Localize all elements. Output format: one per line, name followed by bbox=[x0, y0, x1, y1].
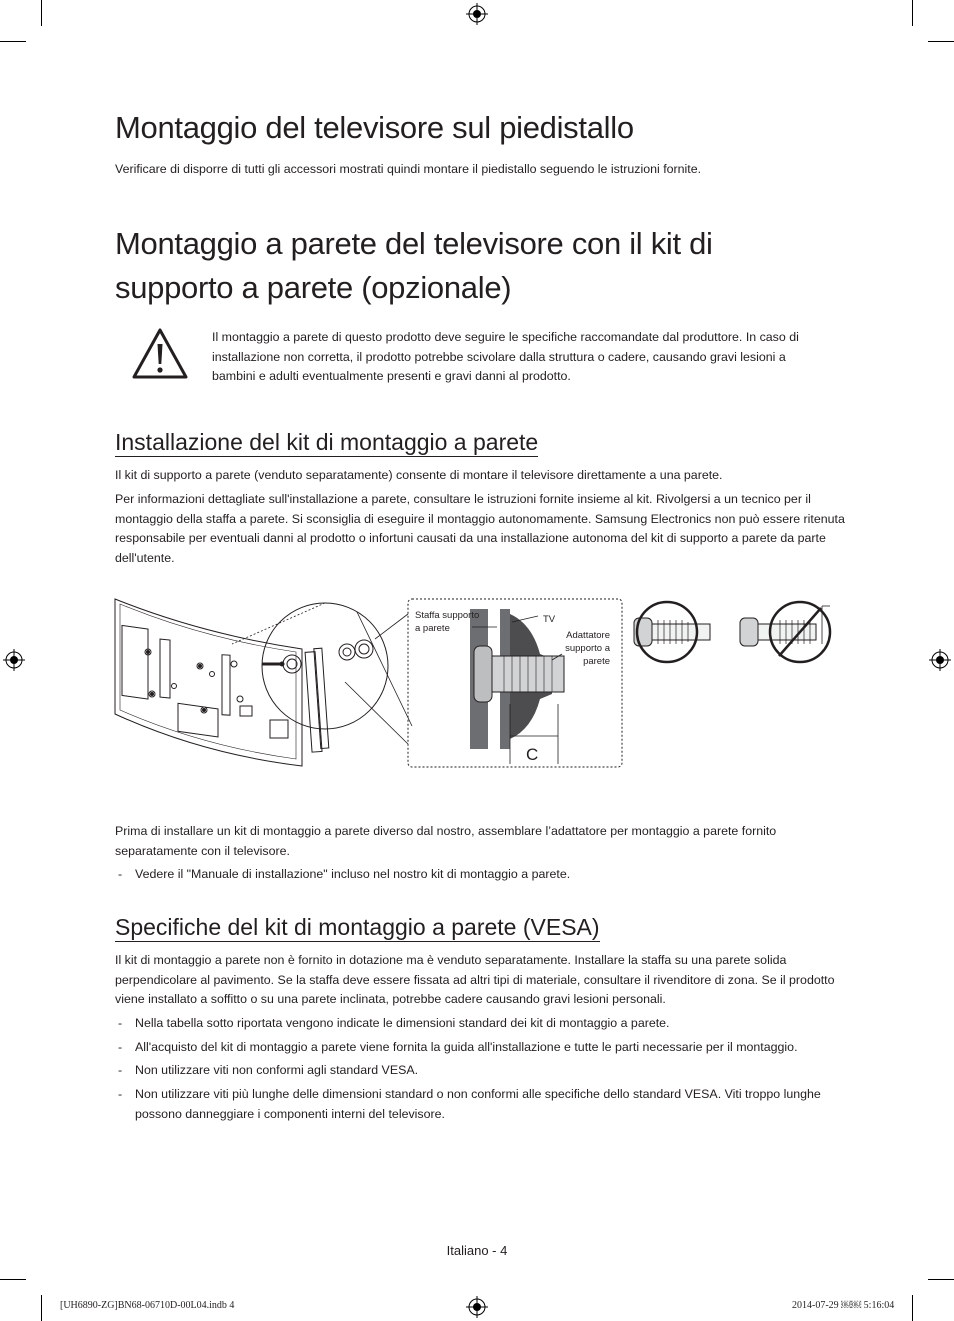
section-text-stand: Verificare di disporre di tutti gli accessori mostrati quindi montare il piedistallo seguendo le istruzioni fornite. bbox=[115, 162, 702, 176]
label-c-dimension: C bbox=[526, 745, 539, 764]
vesa-bullet: - Non utilizzare viti più lunghe delle dimensioni standard o non conformi alle specifiche dello standard VESA. Viti troppo lunghe possono danneggiare i componenti interni del televisore. bbox=[115, 1085, 845, 1124]
section-title-install-kit: Installazione del kit di montaggio a parete bbox=[115, 429, 539, 455]
label-adapter-line2: supporto a bbox=[565, 643, 610, 654]
section-title-wall-mount-line2: supporto a parete (opzionale) bbox=[115, 270, 512, 305]
install-kit-para2: Per informazioni dettagliate sull'installazione a parete, consultare le istruzioni fornite insieme al kit. Rivolgersi a un tecnico per il montaggio della staffa a parete. Si sconsiglia di eseguire il montaggio autonomamente. Samsung Electronics non può essere ritenuta responsabile per eventuali danni al prodotto o infortuni causati da una installazione autonoma del kit di supporto a parete da parte dell'utente. bbox=[115, 492, 845, 565]
section-title-vesa-specs: Specifiche del kit di montaggio a parete (VESA) bbox=[115, 914, 600, 940]
print-slug-timestamp: 2014-07-29 ￼￼ 5:16:04 bbox=[792, 1300, 895, 1311]
registration-mark-icon bbox=[3, 649, 25, 671]
prohibited-screw-icon bbox=[740, 602, 830, 662]
tv-back-panel-illustration bbox=[115, 599, 302, 766]
crop-mark bbox=[912, 0, 913, 26]
magnified-detail-circle bbox=[232, 603, 412, 752]
warning-triangle-icon bbox=[131, 327, 189, 381]
crop-mark bbox=[0, 1279, 26, 1280]
crop-mark bbox=[41, 1295, 42, 1321]
wall-mount-diagram bbox=[112, 594, 842, 776]
label-bracket-line1: Staffa supporto bbox=[415, 610, 480, 621]
crop-mark bbox=[928, 1279, 954, 1280]
vesa-bullet: - Non utilizzare viti non conformi agli standard VESA. bbox=[115, 1061, 845, 1081]
label-adapter-line1: Adattatore bbox=[566, 630, 610, 641]
section-title-stand: Montaggio del televisore sul piedistallo bbox=[115, 110, 634, 145]
section-title-wall-mount-line1: Montaggio a parete del televisore con il kit di bbox=[115, 226, 713, 261]
install-kit-para1: Il kit di supporto a parete (venduto separatamente) consente di montare il televisore direttamente a una parete. bbox=[115, 468, 723, 482]
vesa-bullet: - Nella tabella sotto riportata vengono indicate le dimensioni standard dei kit di montaggio a parete. bbox=[115, 1014, 845, 1034]
crop-mark bbox=[0, 41, 26, 42]
registration-mark-icon bbox=[929, 649, 951, 671]
vesa-para1: Il kit di montaggio a parete non è fornito in dotazione ma è venduto separatamente. Installare la staffa su una parete solida perpendicolare al pavimento. Se la staffa deve essere fissata ad altri tipi di materiale, consultare il rivenditore di zona. Se il prodotto viene installato a soffitto o su una parete inclinata, potrebbe cadere causando gravi lesioni personali. bbox=[115, 953, 835, 1006]
cross-section-detail bbox=[470, 609, 564, 764]
page-number: Italiano - 4 bbox=[446, 1243, 508, 1258]
label-bracket-line2: a parete bbox=[415, 623, 450, 634]
crop-mark bbox=[912, 1295, 913, 1321]
registration-mark-icon bbox=[466, 3, 488, 25]
label-tv: TV bbox=[543, 614, 556, 625]
warning-text: Il montaggio a parete di questo prodotto deve seguire le specifiche raccomandate dal produttore. In caso di installazione non corretta, il prodotto potrebbe scivolare dalla struttura o cadere, causando gravi lesioni a bambini e adulti eventualmente presenti e gravi danni al prodotto. bbox=[212, 330, 799, 383]
registration-mark-icon bbox=[466, 1296, 488, 1318]
print-slug-file: [UH6890-ZG]BN68-06710D-00L04.indb 4 bbox=[60, 1300, 235, 1311]
label-adapter-line3: parete bbox=[583, 656, 610, 667]
crop-mark bbox=[928, 41, 954, 42]
crop-mark bbox=[41, 0, 42, 26]
install-kit-bullet: - Vedere il "Manuale di installazione" incluso nel nostro kit di montaggio a parete. bbox=[115, 865, 845, 885]
install-kit-para3: Prima di installare un kit di montaggio a parete diverso dal nostro, assemblare l’adattatore per montaggio a parete fornito separatamente con il televisore. bbox=[115, 824, 777, 858]
correct-screw-icon bbox=[634, 602, 710, 662]
vesa-bullet: - All'acquisto del kit di montaggio a parete viene fornita la guida all'installazione e tutte le parti necessarie per il montaggio. bbox=[115, 1038, 845, 1058]
